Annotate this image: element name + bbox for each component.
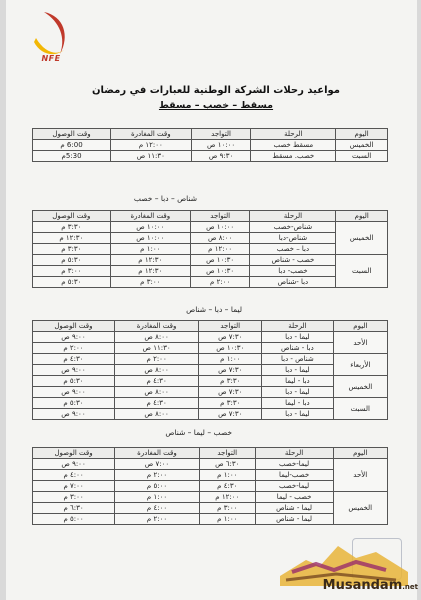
schedule-cell: ٣:٣٠ م [33, 244, 111, 255]
table-header-row [33, 321, 388, 332]
schedule-cell: ٩:٠٠ ص [33, 409, 115, 420]
schedule-table [32, 210, 388, 288]
column-header: اليوم [336, 129, 388, 140]
day-cell: الخميس [336, 140, 388, 151]
schedule-cell: ليما - دبا [262, 332, 334, 343]
schedule-cell: ٣:٠٠ م [110, 277, 190, 288]
column-header: وقت المغادرة [114, 321, 199, 332]
column-header: اليوم [336, 211, 388, 222]
table-row [33, 266, 388, 277]
table-row [33, 222, 388, 233]
table-row [33, 255, 388, 266]
column-header: اليوم [333, 448, 388, 459]
document-page [6, 0, 417, 600]
schedule-table [32, 447, 388, 525]
schedule-cell: ١٢:٠٠ م [111, 140, 192, 151]
schedule-cell: ١٠:٣٠ ص [190, 266, 250, 277]
schedule-cell: ٣:٠٠ م [33, 492, 115, 503]
page-title: مواعيد رحلات الشركة الوطنية للعبارات في رمضان [92, 85, 340, 96]
schedule-cell: ٩:٠٠ ص [33, 459, 115, 470]
schedule-cell: ٥:٣٠ م [33, 255, 111, 266]
table-header-row [33, 448, 388, 459]
schedule-cell: خصب-ليما [255, 470, 333, 481]
schedule-cell: ٥:٣٠ م [33, 398, 115, 409]
schedule-cell: دبا - شناص [262, 343, 334, 354]
schedule-table [32, 320, 388, 420]
schedule-cell: ١:٠٠ م [199, 470, 255, 481]
day-cell: الأربعاء [333, 354, 387, 376]
schedule-cell: ١٠:٠٠ ص [191, 140, 251, 151]
schedule-cell: ١٠:٣٠ ص [199, 343, 262, 354]
schedule-cell: ١٢:٠٠ م [199, 492, 255, 503]
schedule-cell: ٨:٠٠ ص [114, 409, 199, 420]
column-header: وقت المغادرة [110, 211, 190, 222]
schedule-cell: خصب - ليما [255, 492, 333, 503]
schedule-cell: ليما-خصب [255, 481, 333, 492]
schedule-cell: ١٠:٠٠ ص [110, 233, 190, 244]
table-row [33, 332, 388, 343]
schedule-cell: ١:٠٠ م [199, 354, 262, 365]
schedule-table [32, 128, 388, 162]
section-title: شناص – دبا – خصب [133, 194, 197, 203]
schedule-cell: ٧:٠٠ م [33, 481, 115, 492]
schedule-cell: ٤:٣٠ م [33, 354, 115, 365]
column-header: وقت الوصول [33, 448, 115, 459]
schedule-cell: ٨:٠٠ ص [114, 332, 199, 343]
schedule-cell: ٩:٠٠ ص [33, 332, 115, 343]
schedule-cell: ٩:٣٠ ص [191, 151, 251, 162]
schedule-cell: دبا - ليما [262, 398, 334, 409]
schedule-cell: ٤:٣٠ م [199, 481, 255, 492]
schedule-cell: ٣:٠٠ م [199, 503, 255, 514]
schedule-cell: ليما - دبا [262, 365, 334, 376]
schedule-cell: ١٢:٠٠ م [190, 244, 250, 255]
schedule-cell: ٢:٠٠ م [114, 354, 199, 365]
schedule-cell: ٢:٠٠ م [33, 343, 115, 354]
schedule-cell: ٥:٣٠ م [33, 376, 115, 387]
schedule-cell: خصب. مسقط [251, 151, 336, 162]
column-header: وقت الوصول [33, 129, 111, 140]
logo-text: NFE [41, 54, 61, 63]
column-header: الرحلة [255, 448, 333, 459]
schedule-cell: دبا -شناص [250, 277, 336, 288]
schedule-cell: ٤:٠٠ م [115, 503, 200, 514]
schedule-cell: مسقط خصب [251, 140, 336, 151]
table-row [33, 151, 388, 162]
schedule-cell: ١:٠٠ م [110, 244, 190, 255]
schedule-cell: ٧:٠٠ ص [115, 459, 200, 470]
watermark-site [268, 578, 418, 593]
schedule-cell: خصب - شناص [250, 255, 336, 266]
column-header: التواجد [190, 211, 250, 222]
page-subtitle: مسقط – خصب – مسقط [158, 100, 274, 111]
schedule-cell: ٧:٣٠ ص [199, 365, 262, 376]
schedule-cell: ١١:٣٠ ص [114, 343, 199, 354]
column-header: وقت الوصول [33, 321, 115, 332]
table-row [33, 376, 388, 387]
schedule-cell: ١٢:٣٠ م [33, 233, 111, 244]
schedule-cell: خصب- دبا [250, 266, 336, 277]
schedule-cell: ٢:٠٠ م [190, 277, 250, 288]
day-cell: السبت [336, 151, 388, 162]
section-title: ليما – دبا – شناص [186, 305, 242, 314]
schedule-cell: ١٠:٠٠ ص [190, 222, 250, 233]
column-header: وقت الوصول [33, 211, 111, 222]
watermark-site-suffix: .net [402, 583, 418, 591]
column-header: التواجد [199, 448, 255, 459]
schedule-cell: ٧:٣٠ ص [199, 387, 262, 398]
section-title: خصب – ليما – شناص [165, 428, 232, 437]
column-header: اليوم [333, 321, 387, 332]
schedule-cell: ٨:٠٠ ص [114, 387, 199, 398]
schedule-cell: ٥:٣٠ م [33, 277, 111, 288]
day-cell: الخميس [336, 222, 388, 255]
day-cell: الخميس [333, 376, 387, 398]
table-row [33, 233, 388, 244]
schedule-cell: ٨:٠٠ ص [190, 233, 250, 244]
schedule-cell: دبا - ليما [262, 376, 334, 387]
schedule-cell: ١٠:٠٠ ص [110, 222, 190, 233]
schedule-cell: شناص - دبا [262, 354, 334, 365]
schedule-cell: ٤:٣٠ م [114, 398, 199, 409]
day-cell: السبت [333, 398, 387, 420]
schedule-cell: ٣:٣٠ م [199, 376, 262, 387]
column-header: الرحلة [251, 129, 336, 140]
schedule-cell: ٣:٣٠ م [33, 222, 111, 233]
schedule-cell: ١:٠٠ م [199, 514, 255, 525]
schedule-cell: ٨:٠٠ ص [114, 365, 199, 376]
table-row [33, 140, 388, 151]
column-header: التواجد [199, 321, 262, 332]
schedule-cell: ٧:٣٠ ص [199, 409, 262, 420]
schedule-cell: ٦:٣٠ ص [199, 459, 255, 470]
schedule-cell: ليما - دبا [262, 409, 334, 420]
schedule-cell: شناص-دبا [250, 233, 336, 244]
table-header-row [33, 129, 388, 140]
schedule-cell: دبا – خصب [250, 244, 336, 255]
schedule-cell: ٣:٠٠ م [33, 266, 111, 277]
schedule-cell: ٤:٠٠ م [33, 470, 115, 481]
day-cell: السبت [336, 255, 388, 288]
schedule-cell: ٥:٠٠ م [115, 481, 200, 492]
day-cell: الأحد [333, 332, 387, 354]
schedule-cell: ٦:٣٠ م [33, 503, 115, 514]
schedule-cell: شناص-خصب [250, 222, 336, 233]
schedule-cell: ليما-خصب [255, 459, 333, 470]
table-row [33, 492, 388, 503]
table-row [33, 354, 388, 365]
schedule-cell: ٩:٠٠ ص [33, 387, 115, 398]
schedule-cell: ليما - دبا [262, 387, 334, 398]
column-header: التواجد [191, 129, 251, 140]
schedule-cell: ليما - شناص [255, 503, 333, 514]
table-row [33, 398, 388, 409]
schedule-cell: ١٠:٣٠ ص [190, 255, 250, 266]
table-row [33, 277, 388, 288]
table-header-row [33, 211, 388, 222]
schedule-cell: ١١:٣٠ ص [111, 151, 192, 162]
schedule-cell: ٧:٣٠ ص [199, 332, 262, 343]
table-row [33, 244, 388, 255]
schedule-cell: ليما - شناص [255, 514, 333, 525]
schedule-cell: 6:00 م [33, 140, 111, 151]
schedule-cell: ١٢:٣٠ م [110, 255, 190, 266]
schedule-cell: ١٢:٣٠ م [110, 266, 190, 277]
schedule-cell: ٩:٠٠ ص [33, 365, 115, 376]
schedule-cell: ٤:٣٠ م [114, 376, 199, 387]
schedule-cell: ٥:٠٠ م [33, 514, 115, 525]
schedule-cell: ٢:٠٠ م [115, 470, 200, 481]
day-cell: الأحد [333, 459, 388, 492]
column-header: وقت المغادرة [115, 448, 200, 459]
column-header: الرحلة [250, 211, 336, 222]
column-header: الرحلة [262, 321, 334, 332]
schedule-cell: ٣:٣٠ م [199, 398, 262, 409]
schedule-cell: ٢:٠٠ م [115, 514, 200, 525]
watermark-site-name: Musandam [322, 578, 403, 593]
schedule-cell: ١:٠٠ م [115, 492, 200, 503]
table-row [33, 459, 388, 470]
day-cell: الخميس [333, 492, 388, 525]
schedule-cell: 5:30م [33, 151, 111, 162]
column-header: وقت المغادرة [111, 129, 192, 140]
